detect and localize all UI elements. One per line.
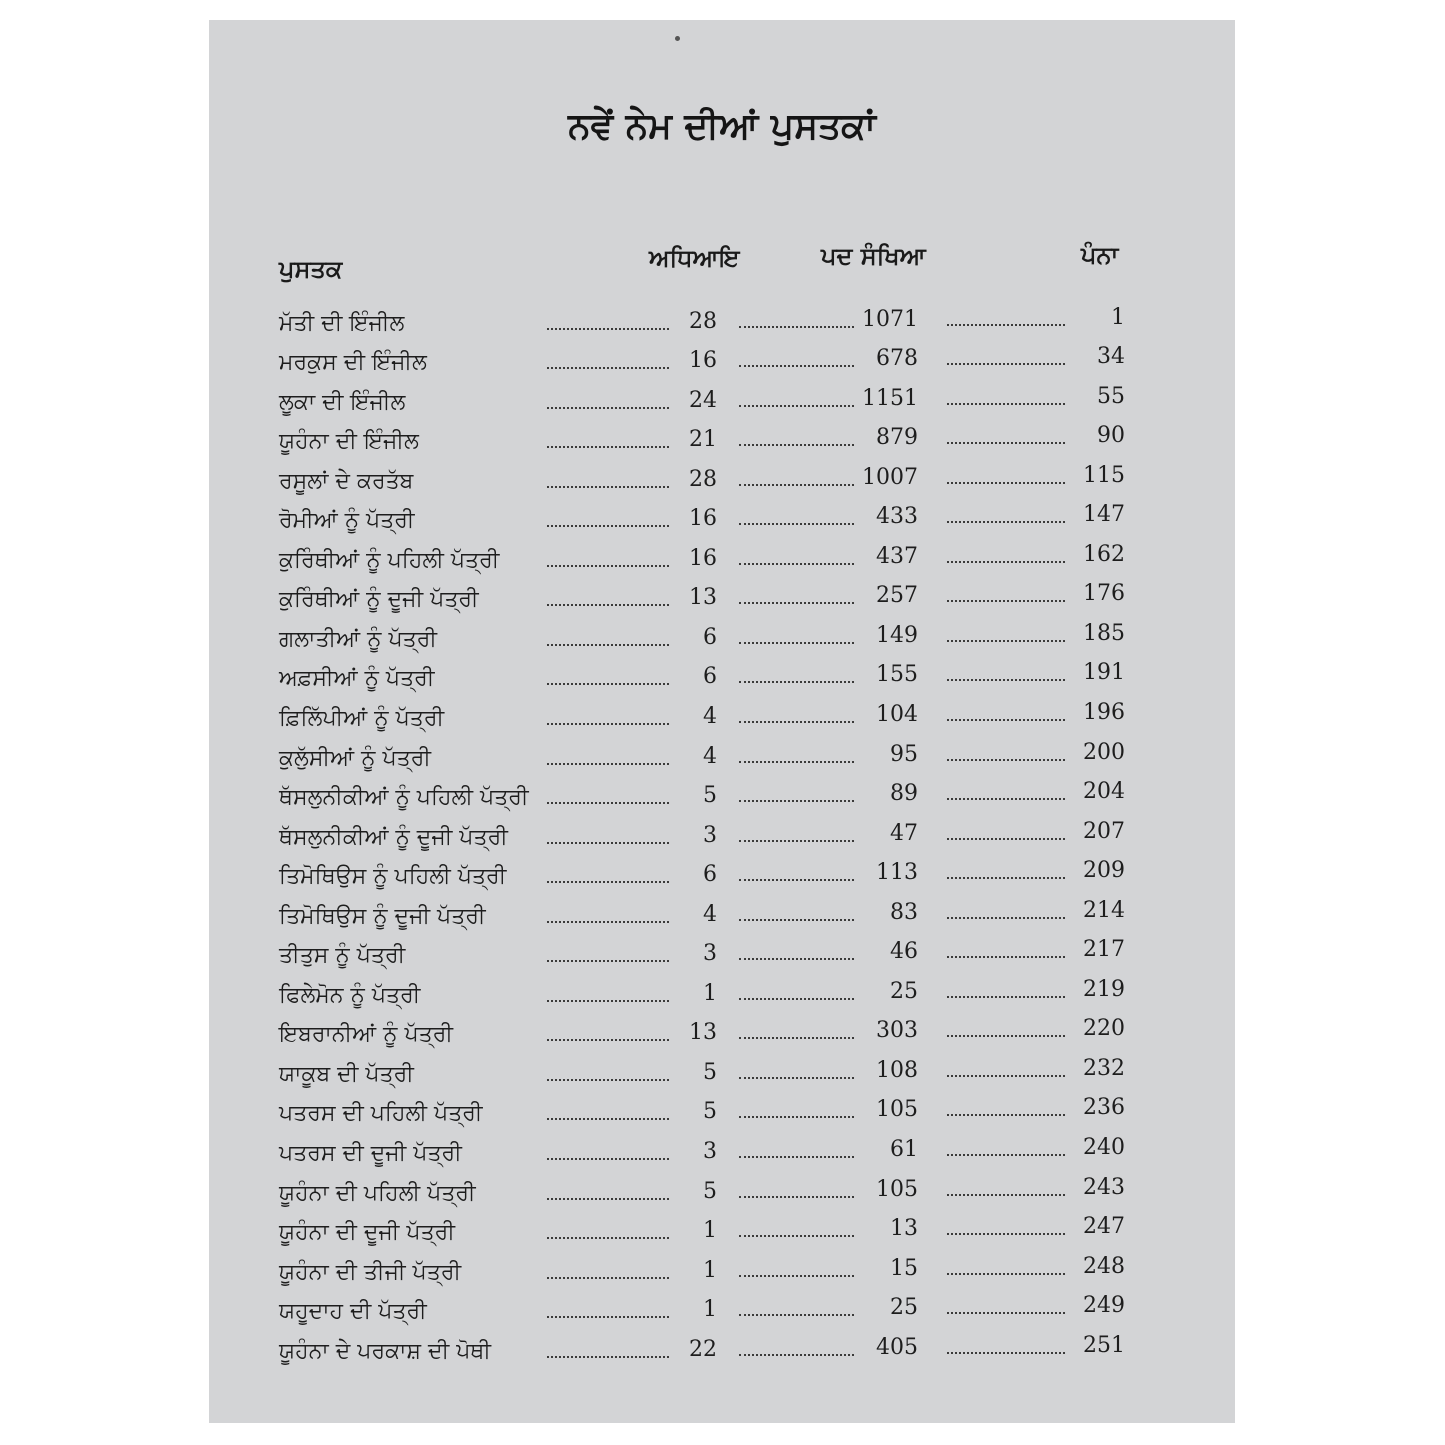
dot-leader [739,879,854,881]
book-name: ਥੱਸਲੁਨੀਕੀਆਂ ਨੂੰ ਪਹਿਲੀ ਪੱਤ੍ਰੀ [279,785,529,811]
dot-leader [547,446,669,448]
column-header-verses: ਪਦ ਸੰਖਿਆ [821,242,926,270]
book-name: ਤਿਮੋਥਿਉਸ ਨੂੰ ਪਹਿਲੀ ਪੱਤ੍ਰੀ [279,864,507,890]
dot-leader [947,1352,1065,1354]
dot-leader [739,484,854,486]
dot-leader [547,1198,669,1200]
verse-count: 405 [876,1334,918,1360]
dot-leader [739,1314,854,1316]
dot-leader [947,838,1065,840]
dot-leader [739,1235,854,1237]
chapter-count: 21 [689,427,717,453]
dot-leader [947,917,1065,919]
book-name: ਫ਼ਿਲਿੱਪੀਆਂ ਨੂੰ ਪੱਤ੍ਰੀ [279,706,445,732]
dot-leader [947,1035,1065,1037]
dot-leader [739,1196,854,1198]
dot-leader [947,1312,1065,1314]
table-row [279,693,1139,733]
page-number: 219 [1083,976,1125,1002]
column-header-chapters: ਅਧਿਆਇ [649,244,740,272]
book-name: ਯੂਹੰਨਾ ਦੀ ਤੀਜੀ ਪੱਤ੍ਰੀ [279,1259,462,1285]
dot-leader [547,960,669,962]
dot-leader [739,1275,854,1277]
table-row [279,417,1139,457]
book-page [209,20,1235,1423]
dot-leader [739,958,854,960]
book-name: ਮੱਤੀ ਦੀ ਇੰਜੀਲ [279,310,405,336]
chapter-count: 13 [689,585,717,611]
chapter-count: 4 [703,704,717,730]
page-number: 247 [1083,1214,1125,1240]
dot-leader [547,525,669,527]
dot-leader [739,800,854,802]
dot-leader [547,842,669,844]
book-name: ਤੀਤੁਸ ਨੂੰ ਪੱਤ੍ਰੀ [279,943,406,969]
table-row [279,852,1139,892]
table-row [279,1326,1139,1366]
book-name: ਫਿਲੇਮੋਨ ਨੂੰ ਪੱਤ੍ਰੀ [279,982,421,1008]
dot-leader [547,1079,669,1081]
dot-leader [947,956,1065,958]
page-number: 236 [1083,1095,1125,1121]
verse-count: 437 [876,543,918,569]
table-row [279,338,1139,378]
verse-count: 61 [890,1137,918,1163]
dot-leader [547,1277,669,1279]
dot-leader [547,1356,669,1358]
ink-speck [675,36,680,41]
page-number: 220 [1083,1016,1125,1042]
chapter-count: 5 [703,783,717,809]
dot-leader [739,840,854,842]
chapter-count: 4 [703,901,717,927]
page-number: 243 [1083,1174,1125,1200]
dot-leader [947,877,1065,879]
page-number: 55 [1097,383,1125,409]
chapter-count: 5 [703,1099,717,1125]
dot-leader [547,723,669,725]
verse-count: 47 [890,820,918,846]
page-number: 196 [1083,700,1125,726]
table-row [279,891,1139,931]
dot-leader [739,1354,854,1356]
chapter-count: 6 [703,862,717,888]
chapter-count: 16 [689,545,717,571]
table-row [279,1010,1139,1050]
page-number: 249 [1083,1293,1125,1319]
page-number: 34 [1097,344,1125,370]
dot-leader [547,881,669,883]
dot-leader [547,407,669,409]
table-row [279,970,1139,1010]
dot-leader [947,759,1065,761]
table-row [279,1168,1139,1208]
book-name: ਯੂਹੰਨਾ ਦੀ ਦੂਜੀ ਪੱਤ੍ਰੀ [279,1220,455,1246]
dot-leader [739,1077,854,1079]
book-name: ਯੂਹੰਨਾ ਦੀ ਇੰਜੀਲ [279,429,419,455]
table-row [279,812,1139,852]
page-number: 248 [1083,1253,1125,1279]
table-row [279,298,1139,338]
dot-leader [739,563,854,565]
chapter-count: 1 [703,1297,717,1323]
table-row [279,931,1139,971]
dot-leader [547,1237,669,1239]
dot-leader [947,561,1065,563]
page-number: 200 [1083,739,1125,765]
table-row [279,575,1139,615]
dot-leader [547,1118,669,1120]
dot-leader [947,1114,1065,1116]
page-number: 185 [1083,620,1125,646]
dot-leader [739,761,854,763]
table-row [279,1287,1139,1327]
table-row [279,1089,1139,1129]
book-name: ਰੋਮੀਆਂ ਨੂੰ ਪੱਤ੍ਰੀ [279,508,415,534]
page-number: 214 [1083,897,1125,923]
page-number: 232 [1083,1055,1125,1081]
chapter-count: 5 [703,1178,717,1204]
dot-leader [947,482,1065,484]
table-row [279,733,1139,773]
verse-count: 257 [876,583,918,609]
chapter-count: 28 [689,466,717,492]
verse-count: 1007 [862,464,918,490]
dot-leader [547,486,669,488]
table-row [279,1208,1139,1248]
dot-leader [547,604,669,606]
dot-leader [739,681,854,683]
dot-leader [739,1037,854,1039]
dot-leader [547,1158,669,1160]
dot-leader [947,363,1065,365]
chapter-count: 1 [703,1218,717,1244]
book-name: ਯੂਹੰਨਾ ਦੇ ਪਰਕਾਸ਼ ਦੀ ਪੋਥੀ [279,1338,491,1364]
verse-count: 104 [876,702,918,728]
dot-leader [739,919,854,921]
dot-leader [947,600,1065,602]
dot-leader [947,719,1065,721]
book-name: ਪਤਰਸ ਦੀ ਪਹਿਲੀ ਪੱਤ੍ਰੀ [279,1101,483,1127]
book-name: ਕੁਲੁੱਸੀਆਂ ਨੂੰ ਪੱਤ੍ਰੀ [279,745,431,771]
verse-count: 25 [890,1295,918,1321]
table-row [279,456,1139,496]
chapter-count: 22 [689,1336,717,1362]
verse-count: 155 [876,662,918,688]
verse-count: 113 [876,860,918,886]
verse-count: 25 [890,978,918,1004]
page-number: 115 [1083,462,1125,488]
verse-count: 89 [890,781,918,807]
book-name: ਲੂਕਾ ਦੀ ਇੰਜੀਲ [279,389,406,415]
dot-leader [739,1116,854,1118]
dot-leader [947,403,1065,405]
dot-leader [547,921,669,923]
chapter-count: 3 [703,822,717,848]
book-name: ਕੁਰਿੰਥੀਆਂ ਨੂੰ ਦੂਜੀ ਪੱਤ੍ਰੀ [279,587,479,613]
dot-leader [547,328,669,330]
verse-count: 879 [876,425,918,451]
chapter-count: 16 [689,348,717,374]
page-number: 251 [1083,1332,1125,1358]
table-row [279,773,1139,813]
table-row [279,1247,1139,1287]
dot-leader [547,683,669,685]
book-name: ਯੂਹੰਨਾ ਦੀ ਪਹਿਲੀ ਪੱਤ੍ਰੀ [279,1180,476,1206]
verse-count: 13 [890,1216,918,1242]
book-name: ਯਾਕੂਬ ਦੀ ਪੱਤ੍ਰੀ [279,1061,414,1087]
dot-leader [739,326,854,328]
dot-leader [947,640,1065,642]
page-title: ਨਵੇਂ ਨੇਮ ਦੀਆਂ ਪੁਸਤਕਾਂ [568,106,876,147]
dot-leader [547,565,669,567]
page-number: 207 [1083,818,1125,844]
dot-leader [739,642,854,644]
dot-leader [739,444,854,446]
table-row [279,1128,1139,1168]
book-name: ਕੁਰਿੰਥੀਆਂ ਨੂੰ ਪਹਿਲੀ ਪੱਤ੍ਰੀ [279,547,500,573]
book-name: ਰਸੂਲਾਂ ਦੇ ਕਰਤੱਬ [279,468,414,494]
chapter-count: 24 [689,387,717,413]
verse-count: 678 [876,346,918,372]
dot-leader [947,1233,1065,1235]
dot-leader [947,1273,1065,1275]
table-row [279,1049,1139,1089]
dot-leader [947,1194,1065,1196]
dot-leader [947,1154,1065,1156]
verse-count: 1071 [862,306,918,332]
chapter-count: 3 [703,1139,717,1165]
page-number: 204 [1083,779,1125,805]
table-row [279,535,1139,575]
dot-leader [739,1156,854,1158]
dot-leader [547,644,669,646]
book-name: ਇਬਰਾਨੀਆਂ ਨੂੰ ਪੱਤ੍ਰੀ [279,1022,453,1048]
dot-leader [947,324,1065,326]
dot-leader [739,405,854,407]
verse-count: 433 [876,504,918,530]
verse-count: 46 [890,939,918,965]
book-name: ਥੱਸਲੁਨੀਕੀਆਂ ਨੂੰ ਦੂਜੀ ਪੱਤ੍ਰੀ [279,824,508,850]
verse-count: 95 [890,741,918,767]
dot-leader [947,442,1065,444]
chapter-count: 6 [703,624,717,650]
dot-leader [947,798,1065,800]
dot-leader [739,365,854,367]
page-number: 162 [1083,541,1125,567]
verse-count: 105 [876,1176,918,1202]
verse-count: 83 [890,899,918,925]
column-header-book: ਪੁਸਤਕ [279,255,343,283]
dot-leader [739,523,854,525]
book-name: ਅਫ਼ਸੀਆਂ ਨੂੰ ਪੱਤ੍ਰੀ [279,666,435,692]
page-number: 209 [1083,858,1125,884]
dot-leader [547,763,669,765]
dot-leader [947,996,1065,998]
chapter-count: 4 [703,743,717,769]
page-number: 240 [1083,1135,1125,1161]
verse-count: 105 [876,1097,918,1123]
book-name: ਯਹੂਦਾਹ ਦੀ ਪੱਤ੍ਰੀ [279,1299,427,1325]
dot-leader [547,1316,669,1318]
chapter-count: 16 [689,506,717,532]
chapter-count: 3 [703,941,717,967]
dot-leader [739,721,854,723]
verse-count: 15 [890,1255,918,1281]
column-header-page: ਪੰਨਾ [1081,241,1119,269]
chapter-count: 5 [703,1059,717,1085]
chapter-count: 1 [703,1257,717,1283]
dot-leader [739,602,854,604]
page-number: 147 [1083,502,1125,528]
contents-table [279,298,1139,1366]
dot-leader [947,679,1065,681]
table-row [279,377,1139,417]
chapter-count: 28 [689,308,717,334]
verse-count: 149 [876,622,918,648]
book-name: ਮਰਕੁਸ ਦੀ ਇੰਜੀਲ [279,350,427,376]
dot-leader [739,998,854,1000]
book-name: ਗਲਾਤੀਆਂ ਨੂੰ ਪੱਤ੍ਰੀ [279,626,437,652]
page-number: 191 [1083,660,1125,686]
chapter-count: 13 [689,1020,717,1046]
chapter-count: 6 [703,664,717,690]
chapter-count: 1 [703,980,717,1006]
dot-leader [547,1039,669,1041]
table-row [279,496,1139,536]
verse-count: 1151 [862,385,918,411]
verse-count: 303 [876,1018,918,1044]
dot-leader [547,802,669,804]
book-name: ਪਤਰਸ ਦੀ ਦੂਜੀ ਪੱਤ੍ਰੀ [279,1141,462,1167]
table-row [279,614,1139,654]
page-number: 90 [1097,423,1125,449]
dot-leader [947,521,1065,523]
dot-leader [547,1000,669,1002]
page-number: 217 [1083,937,1125,963]
book-name: ਤਿਮੋਥਿਉਸ ਨੂੰ ਦੂਜੀ ਪੱਤ੍ਰੀ [279,903,486,929]
table-row [279,654,1139,694]
verse-count: 108 [876,1057,918,1083]
dot-leader [547,367,669,369]
page-number: 1 [1111,304,1125,330]
page-number: 176 [1083,581,1125,607]
dot-leader [947,1075,1065,1077]
